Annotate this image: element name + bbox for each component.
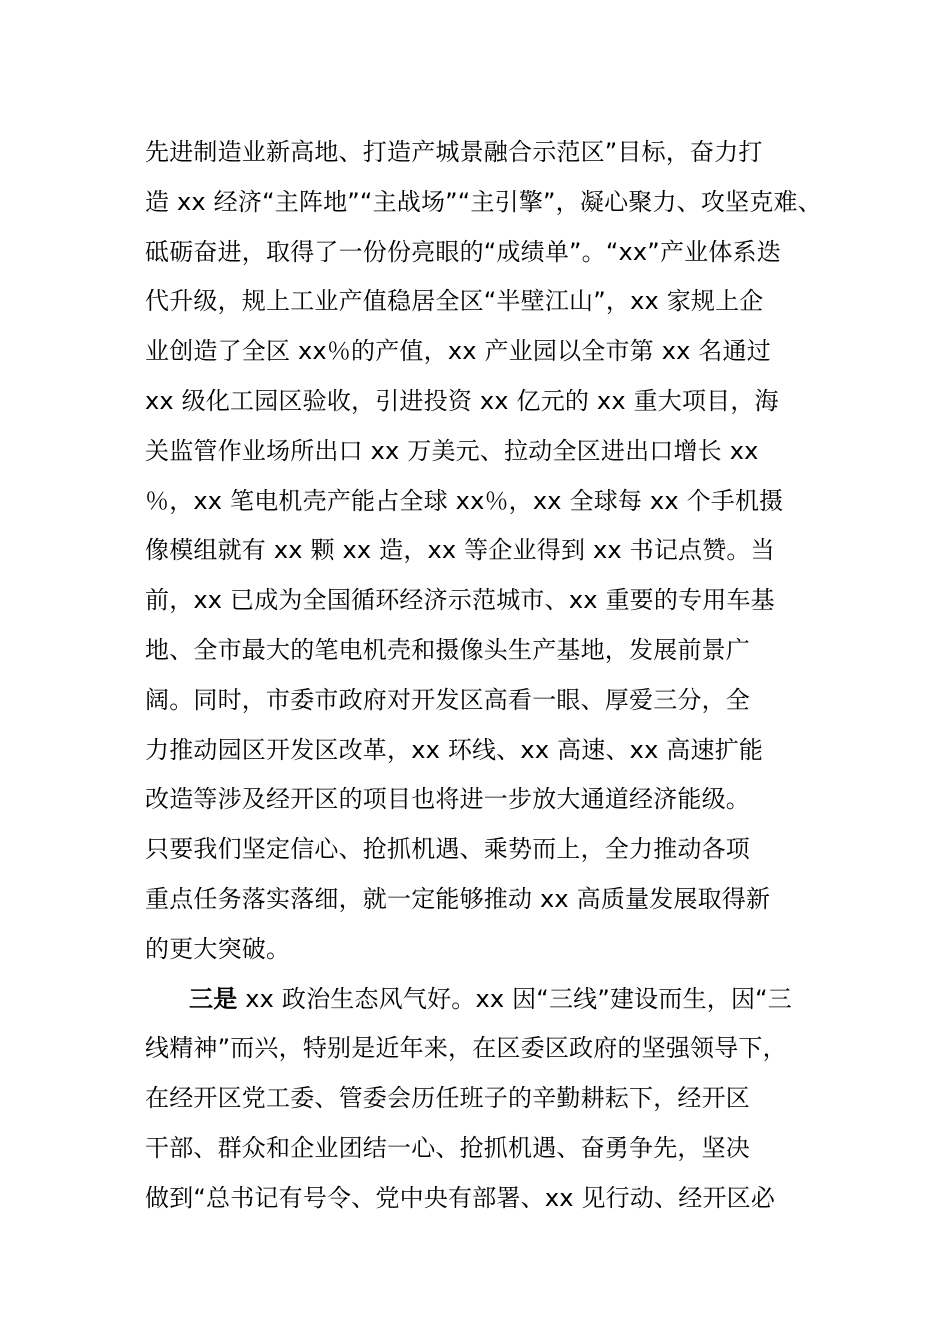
paragraph-three-first-text: xx 政治生态风气好。xx 因“三线”建设而生，因“三 [237, 984, 793, 1013]
text-line: 砥砺奋进，取得了一份份亮眼的“成绩单”。“xx”产业体系迭 [145, 237, 781, 266]
text-line: xx 级化工园区验收，引进投资 xx 亿元的 xx 重大项目，海 [145, 386, 779, 415]
text-line: 线精神”而兴，特别是近年来，在区委区政府的坚强领导下， [145, 1034, 787, 1063]
text-line: 的更大突破。 [145, 934, 291, 963]
text-line: 干部、群众和企业团结一心、抢抓机遇、奋勇争先，坚决 [145, 1133, 750, 1162]
text-line: 做到“总书记有号令、党中央有部署、xx 见行动、经开区必 [145, 1183, 776, 1212]
text-line: 重点任务落实落细，就一定能够推动 xx 高质量发展取得新 [145, 884, 771, 913]
text-line: 阔。同时，市委市政府对开发区高看一眼、厚爱三分，全 [145, 685, 750, 714]
text-line: 先进制造业新高地、打造产城景融合示范区”目标，奋力打 [145, 138, 763, 166]
text-line: 改造等涉及经开区的项目也将进一步放大通道经济能级。 [145, 785, 750, 814]
text-line: 代升级，规上工业产值稳居全区“半壁江山”，xx 家规上企 [145, 287, 764, 316]
text-line: ％，xx 笔电机壳产能占全球 xx％，xx 全球每 xx 个手机摄 [145, 486, 784, 515]
paragraph-lead-label: 三是 [189, 984, 238, 1013]
paragraph-three-first-line [145, 975, 825, 1025]
text-line: 在经开区党工委、管委会历任班子的辛勤耕耘下，经开区 [145, 1084, 750, 1113]
text-line: 业创造了全区 xx％的产值，xx 产业园以全市第 xx 名通过 [145, 337, 771, 366]
text-line: 力推动园区开发区改革，xx 环线、xx 高速、xx 高速扩能 [145, 735, 764, 764]
text-line: 只要我们坚定信心、抢抓机遇、乘势而上，全力推动各项 [145, 835, 750, 864]
text-line: 像模组就有 xx 颗 xx 造，xx 等企业得到 xx 书记点赞。当 [145, 536, 775, 565]
text-line: 关监管作业场所出口 xx 万美元、拉动全区进出口增长 xx [145, 436, 759, 465]
document-body [145, 128, 825, 1224]
text-line: 前，xx 已成为全国循环经济示范城市、xx 重要的专用车基 [145, 586, 775, 615]
text-line: 地、全市最大的笔电机壳和摄像头生产基地，发展前景广 [145, 635, 750, 664]
text-line: 造 xx 经济“主阵地”“主战场”“主引擎”，凝心聚力、攻坚克难、 [145, 187, 822, 216]
